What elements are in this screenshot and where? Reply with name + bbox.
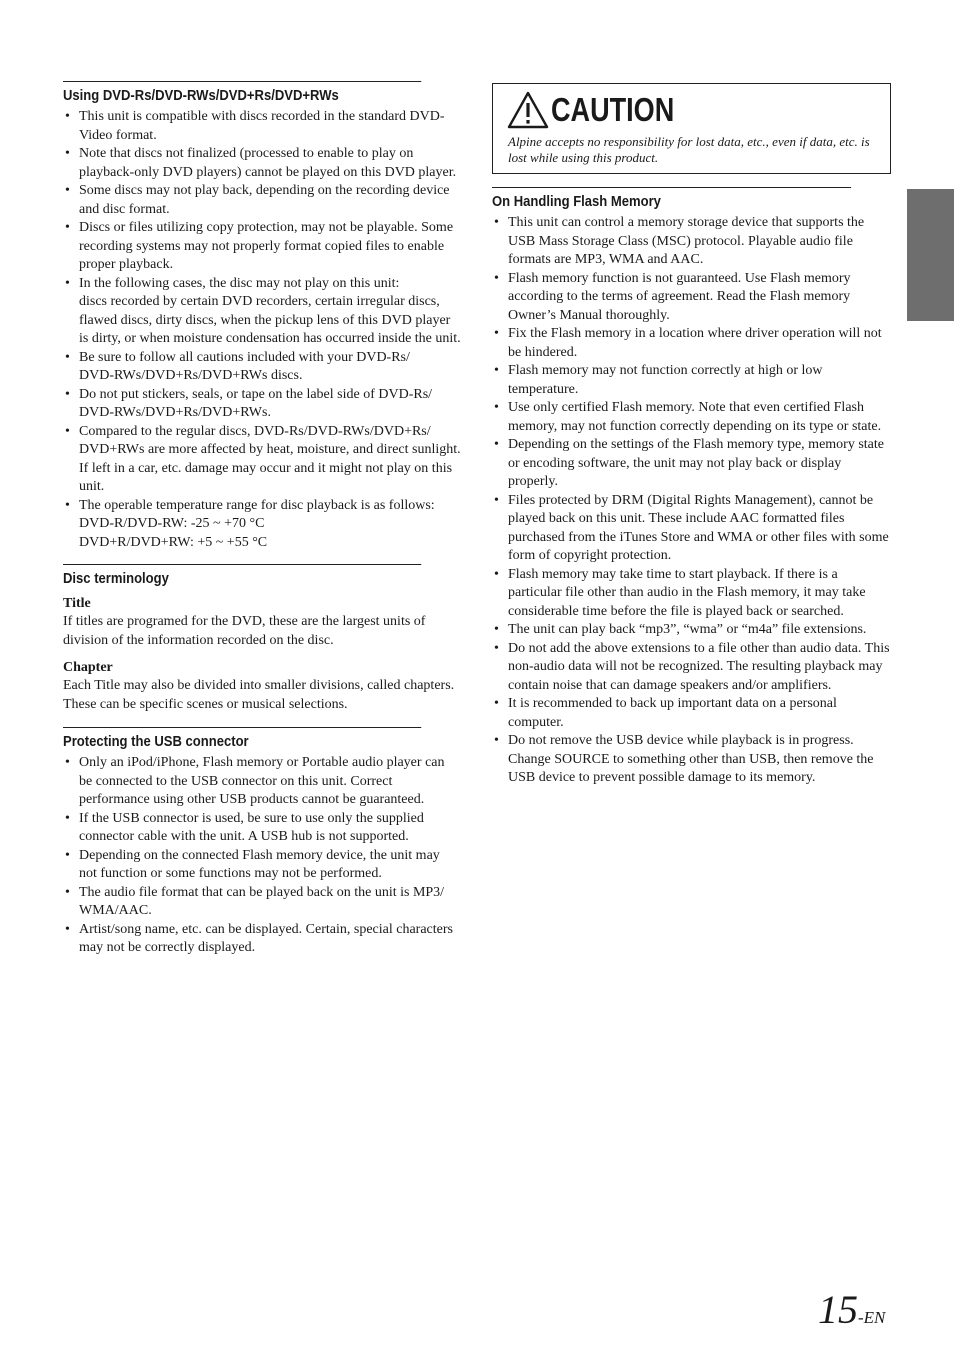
dvd-bullet-list [63, 108, 461, 552]
list-item: • Depending on the settings of the Flash memory type, memory state or encoding software, the unit may not play back or display properly. [492, 436, 891, 492]
caution-label: CAUTION [551, 91, 675, 128]
list-item: • Flash memory may not function correctly at high or low temperature. [492, 362, 891, 399]
list-item: • The audio file format that can be played back on the unit is MP3/ WMA/AAC. [63, 884, 461, 921]
caution-box [492, 83, 891, 174]
list-item: • In the following cases, the disc may not play on this unit: discs recorded by certain DVD recorders, certain irregular discs, flawed discs, dirty discs, when the pickup lens of this DVD player is dirty, or when moisture condensation has occurred inside the unit. [63, 275, 461, 349]
list-item: • Do not remove the USB device while playback is in progress. Change SOURCE to something other than USB, then remove the USB device to prevent possible damage to its memory. [492, 732, 891, 788]
list-item: • Use only certified Flash memory. Note that even certified Flash memory, may not function correctly depending on its type or state. [492, 399, 891, 436]
list-item: • Flash memory function is not guaranteed. Use Flash memory according to the terms of agreement. Read the Flash memory Owner’s Manual thoroughly. [492, 270, 891, 326]
list-item: • Be sure to follow all cautions included with your DVD-Rs/ DVD-RWs/DVD+Rs/DVD+RWs discs. [63, 349, 461, 386]
list-item: • Fix the Flash memory in a location where driver operation will not be hindered. [492, 325, 891, 362]
list-item: • Artist/song name, etc. can be displayed. Certain, special characters may not be correctly displayed. [63, 921, 461, 958]
right-column [492, 81, 891, 788]
list-item: • This unit is compatible with discs recorded in the standard DVD-Video format. [63, 108, 461, 145]
title-term: Title [63, 596, 91, 611]
section-side-tab [907, 189, 954, 321]
left-column [63, 81, 461, 958]
usb-section-heading: Protecting the USB connector [63, 727, 421, 750]
list-item: • Do not add the above extensions to a file other than audio data. This non-audio data will not be recognized. The resulting playback may contain noise that can damage speakers and/or amplifiers. [492, 640, 891, 696]
title-definition: If titles are programed for the DVD, these are the largest units of division of the information recorded on the disc. [63, 614, 426, 648]
list-item: • Only an iPod/iPhone, Flash memory or Portable audio player can be connected to the USB connector on this unit. Correct performance using other USB products cannot be guaranteed. [63, 754, 461, 810]
usb-bullet-list [63, 754, 461, 958]
list-item: • It is recommended to back up important data on a personal computer. [492, 695, 891, 732]
caution-title [507, 90, 701, 130]
list-item: • The unit can play back “mp3”, “wma” or “m4a” file extensions. [492, 621, 891, 640]
list-item: • The operable temperature range for disc playback is as follows: DVD-R/DVD-RW: -25 ~ +70 °C DVD+R/DVD+RW: +5 ~ +55 °C [63, 497, 461, 553]
flash-bullet-list [492, 214, 891, 788]
list-item: • Note that discs not finalized (processed to enable to play on playback-only DVD players) cannot be played on this DVD player. [63, 145, 461, 182]
list-item: • Files protected by DRM (Digital Rights Management), cannot be played back on this unit. These include AAC formatted files purchased from the iTunes Store and WMA or other files with some form of copyright protection. [492, 492, 891, 566]
chapter-definition: Each Title may also be divided into smaller divisions, called chapters. These can be specific scenes or musical selections. [63, 678, 455, 712]
list-item: • This unit can control a memory storage device that supports the USB Mass Storage Class (MSC) protocol. Playable audio file formats are MP3, WMA and AAC. [492, 214, 891, 270]
warning-triangle-icon [507, 91, 549, 129]
list-item: • Some discs may not play back, depending on the recording device and disc format. [63, 182, 461, 219]
list-item: • If the USB connector is used, be sure to use only the supplied connector cable with the unit. A USB hub is not supported. [63, 810, 461, 847]
dvd-section-heading: Using DVD-Rs/DVD-RWs/DVD+Rs/DVD+RWs [63, 81, 421, 104]
list-item: • Discs or files utilizing copy protection, may not be playable. Some recording systems may not properly format copied files to enable proper playback. [63, 219, 461, 275]
list-item: • Compared to the regular discs, DVD-Rs/DVD-RWs/DVD+Rs/ DVD+RWs are more affected by heat, moisture, and direct sunlight. If left in a car, etc. damage may occur and it might not play on this unit. [63, 423, 461, 497]
chapter-term: Chapter [63, 660, 113, 675]
terminology-section-heading: Disc terminology [63, 564, 421, 587]
page-number [818, 1286, 885, 1333]
list-item: • Depending on the connected Flash memory device, the unit may not function or some functions may not be performed. [63, 847, 461, 884]
list-item: • Do not put stickers, seals, or tape on the label side of DVD-Rs/ DVD-RWs/DVD+Rs/DVD+RWs. [63, 386, 461, 423]
page-number-suffix: -EN [858, 1308, 886, 1327]
flash-section-heading: On Handling Flash Memory [492, 187, 851, 210]
list-item: • Flash memory may take time to start playback. If there is a particular file other than audio in the Flash memory, it may take considerable time before the file is played back or searched. [492, 566, 891, 622]
page-number-value: 15 [818, 1287, 858, 1332]
caution-note: Alpine accepts no responsibility for lost data, etc., even if data, etc. is lost while using this product. [508, 134, 870, 165]
